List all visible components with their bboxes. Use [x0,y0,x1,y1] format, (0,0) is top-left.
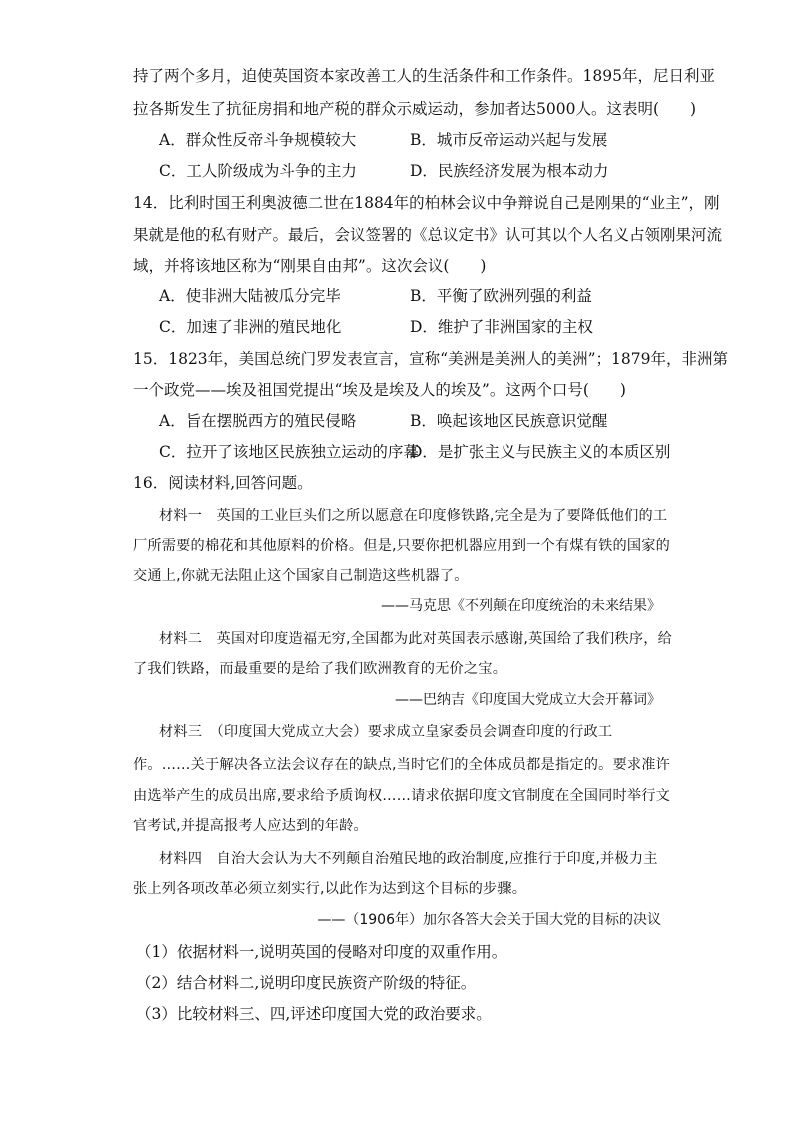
material-3-line: 官考试,并提高报考人应达到的年龄。 [133,818,368,834]
q13-stem-line: 拉各斯发生了抗征房捐和地产税的群众示威运动，参加者达5000人。这表明( ) [133,100,697,118]
q14-stem-line: 14．比利时国王利奥波德二世在1884年的柏林会议中争辩说自己是刚果的“业主”，刚 [133,194,720,212]
material-2-line: 了我们铁路，而最重要的是给了我们欧洲教育的无价之宝。 [133,661,508,677]
material-1-line: 厂所需要的棉花和其他原料的价格。但是,只要你把机器应用到一个有煤有铁的国家的 [133,538,671,554]
material-3-line: 作。……关于解决各立法会议存在的缺点,当时它们的全体成员都是指定的。要求准许 [133,757,671,773]
subquestion-3: （3）比较材料三、四,评述印度国大党的政治要求。 [136,1005,492,1023]
material-1-line: 材料一 英国的工业巨头们之所以愿意在印度修铁路,完全是为了要降低他们的工 [159,508,668,524]
material-2-line: 材料二 英国对印度造福无穷,全国都为此对英国表示感谢,英国给了我们秩序，给 [159,631,672,647]
material-1-line: 交通上,你就无法阻止这个国家自己制造这些机器了。 [133,568,469,584]
subquestion-2: （2）结合材料二,说明印度民族资产阶级的特征。 [136,974,477,992]
material-4-line: 张上列各项改革必须立刻实行,以此作为达到这个目标的步骤。 [133,881,527,897]
q14-option-d: D．维护了非洲国家的主权 [410,318,593,336]
material-1-source: ——马克思《不列颠在印度统治的未来结果》 [381,598,661,614]
q15-stem-line: 15．1823年，美国总统门罗发表宣言，宣称“美洲是美洲人的美洲”；1879年，非洲第 [133,350,728,368]
q14-option-a: A．使非洲大陆被瓜分完毕 [159,287,341,305]
q15-stem-line: 一个政党——埃及祖国党提出“埃及是埃及人的埃及”。这两个口号( ) [133,381,626,399]
q15-option-b: B．唤起该地区民族意识觉醒 [410,412,608,430]
material-3-line: 由选举产生的成员出席,要求给予质询权……请求依据印度文官制度在全国同时举行文 [133,788,671,804]
q15-option-a: A．旨在摆脱西方的殖民侵略 [159,412,357,430]
q15-option-c: C．拉开了该地区民族独立运动的序幕 [159,443,419,461]
q15-option-d: D．是扩张主义与民族主义的本质区别 [410,443,671,461]
material-4-source: ——（1906年）加尔各答大会关于国大党的目标的决议 [317,912,661,928]
q14-option-c: C．加速了非洲的殖民地化 [159,318,342,336]
q14-option-b: B．平衡了欧洲列强的利益 [410,287,592,305]
q13-stem-line: 持了两个多月，迫使英国资本家改善工人的生活条件和工作条件。1895年，尼日利亚 [133,67,715,85]
material-3-line: 材料三 （印度国大党成立大会）要求成立皇家委员会调查印度的行政工 [159,724,613,740]
subquestion-1: （1）依据材料一,说明英国的侵略对印度的双重作用。 [136,943,508,961]
material-4-line: 材料四 自治大会认为大不列颠自治殖民地的政治制度,应推行于印度,并极力主 [159,851,658,867]
q16-stem: 16．阅读材料,回答问题。 [133,474,313,492]
q13-option-c: C．工人阶级成为斗争的主力 [159,162,357,180]
q14-stem-line: 域，并将该地区称为“刚果自由邦”。这次会议( ) [133,257,487,275]
q13-option-a: A．群众性反帝斗争规模较大 [159,131,357,149]
material-2-source: ——巴纳吉《印度国大党成立大会开幕词》 [395,692,661,708]
q13-option-d: D．民族经济发展为根本动力 [410,162,609,180]
q14-stem-line: 果就是他的私有财产。最后，会议签署的《总议定书》认可其以个人名义占领刚果河流 [133,226,723,244]
q13-option-b: B．城市反帝运动兴起与发展 [410,131,608,149]
